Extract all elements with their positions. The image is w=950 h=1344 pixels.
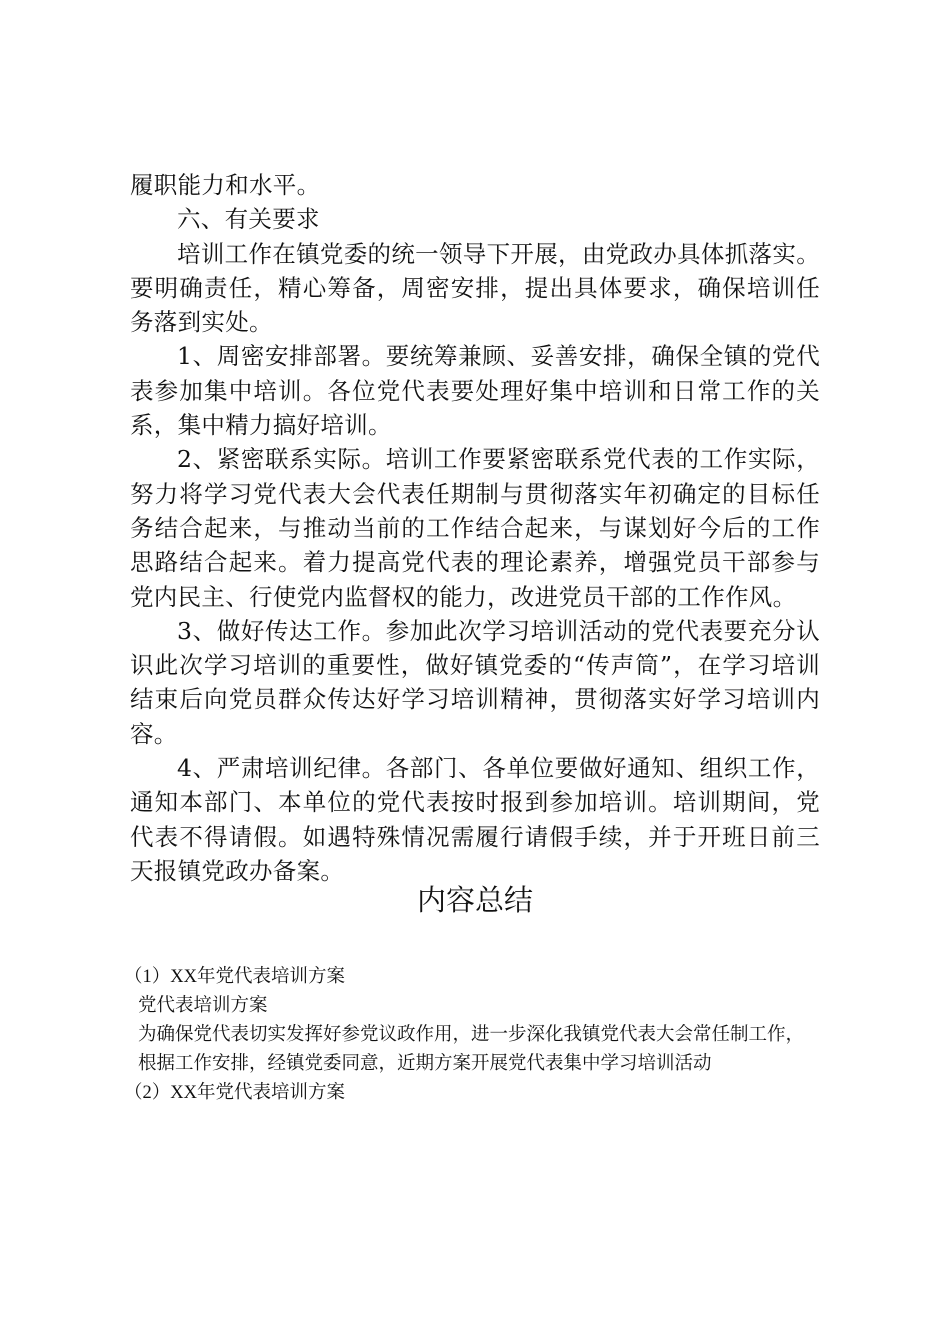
paragraph-item-4: 4、严肃培训纪律。各部门、各单位要做好通知、组织工作，通知本部门、本单位的党代表按时报到参加培训。培训期间，党代表不得请假。如遇特殊情况需履行请假手续，并于开班日前三天报镇党政办备案。 bbox=[130, 754, 820, 885]
summary-item-1-heading: （1）XX年党代表培训方案 bbox=[124, 967, 345, 987]
summary-item-1-body: 为确保党代表切实发挥好参党议政作用，进一步深化我镇党代表大会常任制工作，根据工作安排，经镇党委同意，近期方案开展党代表集中学习培训活动 bbox=[138, 1025, 805, 1074]
summary-section bbox=[124, 963, 820, 1108]
document-body bbox=[130, 168, 820, 888]
paragraph-continuation: 履职能力和水平。 bbox=[130, 171, 321, 199]
summary-item-1-subtitle: 党代表培训方案 bbox=[138, 996, 268, 1016]
paragraph-requirements-intro: 培训工作在镇党委的统一领导下开展，由党政办具体抓落实。要明确责任，精心筹备，周密安排，提出具体要求，确保培训任务落到实处。 bbox=[130, 239, 820, 337]
paragraph-item-1: 1、周密安排部署。要统筹兼顾、妥善安排，确保全镇的党代表参加集中培训。各位党代表要处理好集中培训和日常工作的关系，集中精力搞好培训。 bbox=[130, 342, 820, 440]
summary-title: 内容总结 bbox=[416, 883, 533, 917]
section-heading-requirements: 六、有关要求 bbox=[177, 205, 320, 234]
paragraph-item-3: 3、做好传达工作。参加此次学习培训活动的党代表要充分认识此次学习培训的重要性，做好镇党委的“传声筒”，在学习培训结束后向党员群众传达好学习培训精神，贯彻落实好学习培训内容。 bbox=[130, 616, 820, 748]
summary-item-2-heading: （2）XX年党代表培训方案 bbox=[124, 1083, 345, 1103]
paragraph-item-2: 2、紧密联系实际。培训工作要紧密联系党代表的工作实际，努力将学习党代表大会代表任期制与贯彻落实年初确定的目标任务结合起来，与推动当前的工作结合起来，与谋划好今后的工作思路结合起来。着力提高党代表的理论素养，增强党员干部参与党内民主、行使党内监督权的能力，改进党员干部的工作作风。 bbox=[130, 445, 820, 611]
